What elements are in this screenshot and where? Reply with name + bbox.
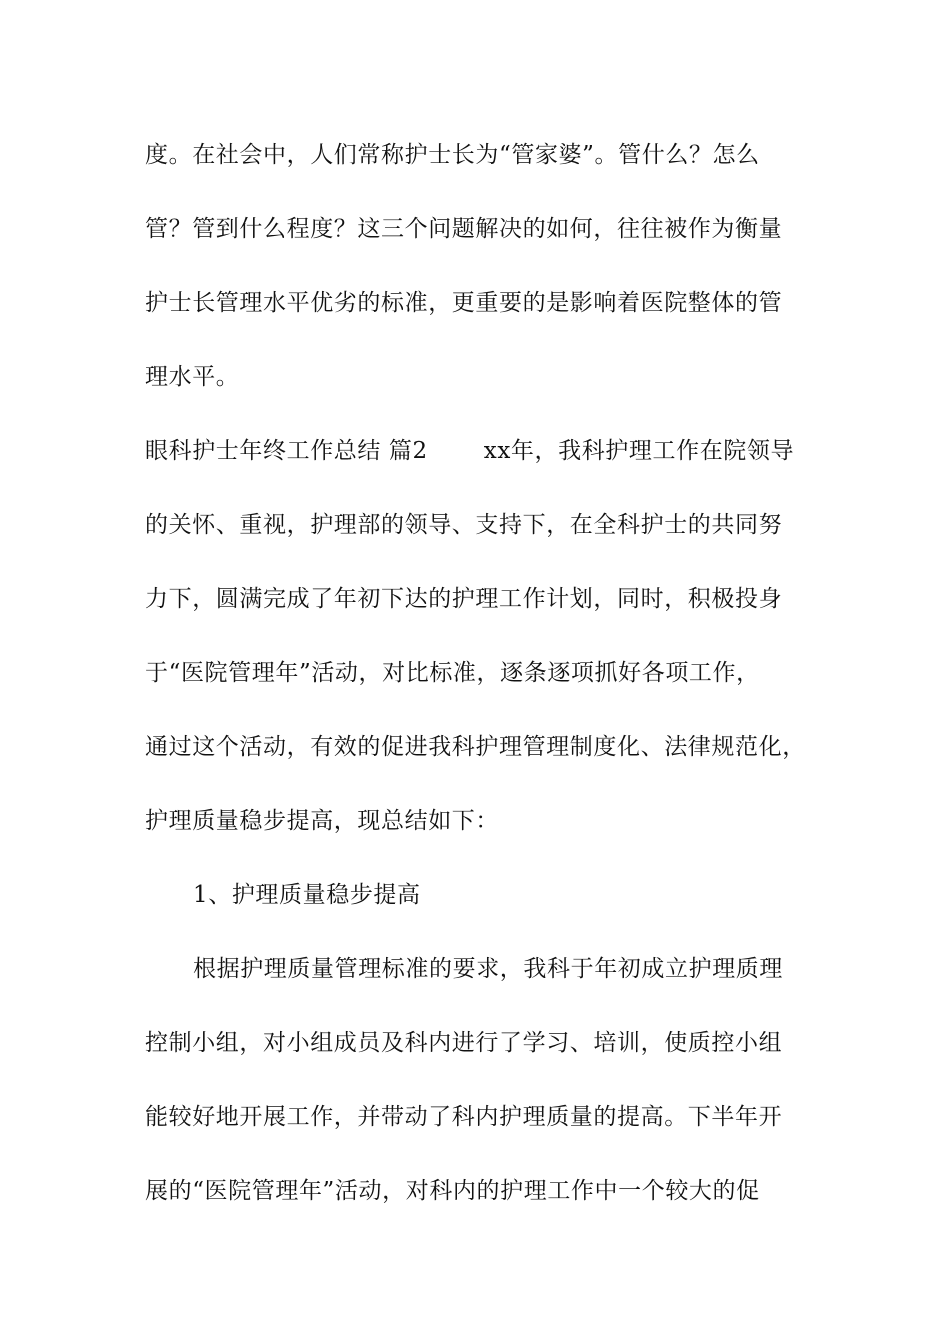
- subheading: 1、护理质量稳步提高: [193, 882, 421, 908]
- text-line: 通过这个活动，有效的促进我科护理管理制度化、法律规范化，: [145, 734, 806, 760]
- text-line: 度。在社会中，人们常称护士长为“管家婆”。管什么？怎么: [145, 142, 760, 168]
- text-line: 护士长管理水平优劣的标准，更重要的是影响着医院整体的管: [145, 290, 783, 316]
- text-line: 力下，圆满完成了年初下达的护理工作计划，同时，积极投身: [145, 586, 783, 612]
- paragraph-line: 展的“医院管理年”活动，对科内的护理工作中一个较大的促: [145, 1178, 760, 1204]
- text-line: 理水平。: [145, 364, 240, 390]
- text-line: 护理质量稳步提高，现总结如下：: [145, 808, 499, 834]
- text-line: 管？管到什么程度？这三个问题解决的如何，往往被作为衡量: [145, 216, 783, 242]
- section-first-line: xx年，我科护理工作在院领导: [483, 438, 795, 464]
- section-heading: 眼科护士年终工作总结 篇2: [145, 438, 428, 464]
- text-line: 的关怀、重视，护理部的领导、支持下，在全科护士的共同努: [145, 512, 783, 538]
- section-heading-line: [145, 436, 825, 466]
- paragraph-line: 能较好地开展工作，并带动了科内护理质量的提高。下半年开: [145, 1104, 783, 1130]
- text-line: 于“医院管理年”活动，对比标准，逐条逐项抓好各项工作，: [145, 660, 760, 686]
- paragraph-line: 根据护理质量管理标准的要求，我科于年初成立护理质理: [193, 956, 783, 982]
- paragraph-line: 控制小组，对小组成员及科内进行了学习、培训，使质控小组: [145, 1030, 783, 1056]
